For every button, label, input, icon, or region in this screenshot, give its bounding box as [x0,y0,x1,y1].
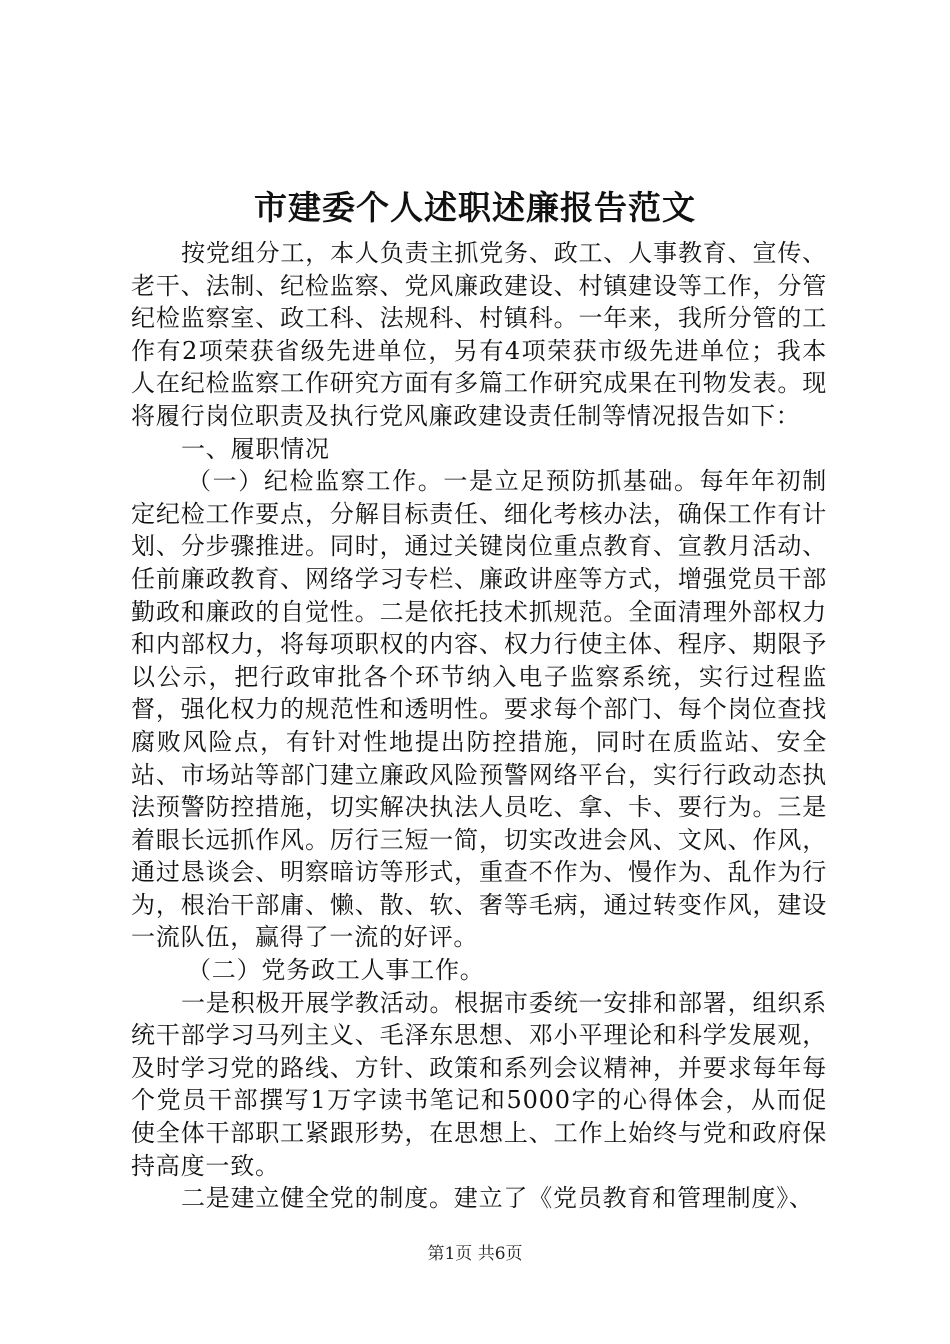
document-body [131,237,827,1215]
study-activities-paragraph: 一是积极开展学教活动。根据市委统一安排和部署，组织系统干部学习马列主义、毛泽东思想、邓小平理论和科学发展观，及时学习党的路线、方针、政策和系列会议精神，并要求每年每个党员干部撰写1万字读书笔记和5000字的心得体会，从而促使全体干部职工紧跟形势，在思想上、工作上始终与党和政府保持高度一致。 [131,988,827,1180]
discipline-inspection-paragraph: （一）纪检监察工作。一是立足预防抓基础。每年年初制定纪检工作要点，分解目标责任、细化考核办法，确保工作有计划、分步骤推进。同时，通过关键岗位重点教育、宣教月活动、任前廉政教育、网络学习专栏、廉政讲座等方式，增强党员干部勤政和廉政的自觉性。二是依托技术抓规范。全面清理外部权力和内部权力，将每项职权的内容、权力行使主体、程序、期限予以公示，把行政审批各个环节纳入电子监察系统，实行过程监督，强化权力的规范性和透明性。要求每个部门、每个岗位查找腐败风险点，有针对性地提出防控措施，同时在质监站、安全站、市场站等部门建立廉政风险预警网络平台，实行行政动态执法预警防控措施，切实解决执法人员吃、拿、卡、要行为。三是着眼长远抓作风。厉行三短一简，切实改进会风、文风、作风，通过恳谈会、明察暗访等形式，重查不作为、慢作为、乱作为行为，根治干部庸、懒、散、软、奢等毛病，通过转变作风，建设一流队伍，赢得了一流的好评。 [131,467,827,952]
subsection-heading-party-affairs: （二）党务政工人事工作。 [187,956,485,985]
party-system-paragraph: 二是建立健全党的制度。建立了《党员教育和管理制度》、 [181,1184,814,1213]
page-number-footer: 第1页 共6页 [427,1244,523,1264]
document-title: 市建委个人述职述廉报告范文 [254,188,696,227]
section-heading-duties: 一、履职情况 [181,434,330,463]
intro-paragraph: 按党组分工，本人负责主抓党务、政工、人事教育、宣传、老干、法制、纪检监察、党风廉政建设、村镇建设等工作，分管纪检监察室、政工科、法规科、村镇科。一年来，我所分管的工作有2项荣获省级先进单位，另有4项荣获市级先进单位；我本人在纪检监察工作研究方面有多篇工作研究成果在刊物发表。现将履行岗位职责及执行党风廉政建设责任制等情况报告如下： [131,239,827,430]
